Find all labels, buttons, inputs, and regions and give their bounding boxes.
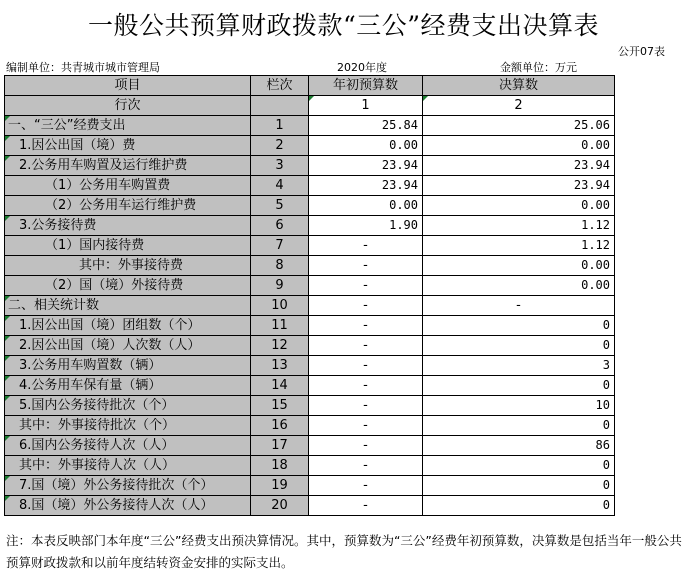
row-item[interactable]: 其中：外事接待批次（个） (5, 416, 251, 436)
row-item[interactable]: 3.公务用车购置数（辆） (5, 356, 251, 376)
table-row (5, 456, 615, 476)
row-final[interactable]: 0.00 (423, 276, 615, 296)
table-row (5, 436, 615, 456)
row-item[interactable]: （1）国内接待费 (5, 236, 251, 256)
row-seq[interactable]: 4 (251, 176, 309, 196)
table-row (5, 136, 615, 156)
table-row (5, 196, 615, 216)
row-final[interactable]: 0.00 (423, 136, 615, 156)
row-budget[interactable]: - (309, 496, 423, 516)
table-row (5, 176, 615, 196)
row-budget[interactable]: - (309, 436, 423, 456)
row-budget[interactable]: - (309, 296, 423, 316)
row-item[interactable]: 一、“三公”经费支出 (5, 116, 251, 136)
row-budget[interactable]: - (309, 256, 423, 276)
table-row (5, 156, 615, 176)
row-item[interactable]: 二、相关统计数 (5, 296, 251, 316)
row-budget[interactable]: - (309, 456, 423, 476)
table-row (5, 356, 615, 376)
row-item[interactable]: 其中：外事接待费 (5, 256, 251, 276)
row-item[interactable]: （2）公务用车运行维护费 (5, 196, 251, 216)
table-row (5, 476, 615, 496)
fiscal-year: 2020年度 (337, 61, 387, 74)
row-seq[interactable]: 15 (251, 396, 309, 416)
table-row (5, 276, 615, 296)
table-row (5, 416, 615, 436)
reporting-unit: 编制单位：共青城市城市管理局 (6, 61, 160, 74)
table-row (5, 116, 615, 136)
row-budget[interactable]: 0.00 (309, 196, 423, 216)
row-budget[interactable]: - (309, 396, 423, 416)
row-item[interactable]: 2.公务用车购置及运行维护费 (5, 156, 251, 176)
row-final[interactable]: 1.12 (423, 236, 615, 256)
row-seq[interactable]: 12 (251, 336, 309, 356)
row-final[interactable]: 0 (423, 416, 615, 436)
row-final[interactable]: - (423, 296, 615, 316)
row-budget[interactable]: 25.84 (309, 116, 423, 136)
row-final[interactable]: 0 (423, 376, 615, 396)
header-final[interactable]: 决算数 (423, 76, 615, 96)
row-seq[interactable]: 6 (251, 216, 309, 236)
column-index-row (5, 96, 615, 116)
row-final[interactable]: 23.94 (423, 176, 615, 196)
row-budget[interactable]: - (309, 376, 423, 396)
row-item[interactable]: 其中：外事接待人次（人） (5, 456, 251, 476)
form-number: 公开07表 (618, 45, 665, 58)
row-final[interactable]: 86 (423, 436, 615, 456)
row-item[interactable]: （1）公务用车购置费 (5, 176, 251, 196)
row-budget[interactable]: 1.90 (309, 216, 423, 236)
header-col2[interactable]: 2 (423, 96, 615, 116)
row-budget[interactable]: - (309, 476, 423, 496)
row-budget[interactable]: 0.00 (309, 136, 423, 156)
table-row (5, 496, 615, 516)
row-final[interactable]: 10 (423, 396, 615, 416)
row-seq[interactable]: 11 (251, 316, 309, 336)
table-row (5, 256, 615, 276)
table-row (5, 396, 615, 416)
header-row-label[interactable]: 行次 (5, 96, 251, 116)
table-row (5, 336, 615, 356)
row-item[interactable]: 5.国内公务接待批次（个） (5, 396, 251, 416)
row-seq[interactable]: 2 (251, 136, 309, 156)
header-item[interactable]: 项目 (5, 76, 251, 96)
table-row (5, 236, 615, 256)
row-final[interactable]: 0 (423, 496, 615, 516)
row-budget[interactable]: - (309, 276, 423, 296)
row-budget[interactable]: - (309, 416, 423, 436)
row-final[interactable]: 25.06 (423, 116, 615, 136)
row-seq[interactable]: 16 (251, 416, 309, 436)
header-budget[interactable]: 年初预算数 (309, 76, 423, 96)
row-seq[interactable]: 10 (251, 296, 309, 316)
row-budget[interactable]: - (309, 356, 423, 376)
row-seq[interactable]: 1 (251, 116, 309, 136)
row-seq[interactable]: 14 (251, 376, 309, 396)
header-seq[interactable]: 栏次 (251, 76, 309, 96)
footnote: 注：本表反映部门本年度“三公”经费支出预决算情况。其中，预算数为“三公”经费年初预算数，决算数是包括当年一般公共预算财政拨款和以前年度结转资金安排的实际支出。 (6, 533, 682, 570)
row-item[interactable]: （2）国（境）外接待费 (5, 276, 251, 296)
row-item[interactable]: 1.因公出国（境）费 (5, 136, 251, 156)
row-seq[interactable]: 3 (251, 156, 309, 176)
header-seq-blank[interactable] (251, 96, 309, 116)
row-final[interactable]: 1.12 (423, 216, 615, 236)
row-seq[interactable]: 5 (251, 196, 309, 216)
row-budget[interactable]: 23.94 (309, 156, 423, 176)
expenditure-table (4, 75, 615, 516)
row-item[interactable]: 4.公务用车保有量（辆） (5, 376, 251, 396)
row-budget[interactable]: - (309, 236, 423, 256)
row-final[interactable]: 0 (423, 336, 615, 356)
row-item[interactable]: 1.因公出国（境）团组数（个） (5, 316, 251, 336)
header-row (5, 76, 615, 96)
row-budget[interactable]: - (309, 316, 423, 336)
row-seq[interactable]: 13 (251, 356, 309, 376)
row-final[interactable]: 0 (423, 456, 615, 476)
row-item[interactable]: 7.国（境）外公务接待批次（个） (5, 476, 251, 496)
row-seq[interactable]: 8 (251, 256, 309, 276)
row-final[interactable]: 0.00 (423, 256, 615, 276)
row-seq[interactable]: 9 (251, 276, 309, 296)
row-final[interactable]: 0.00 (423, 196, 615, 216)
table-row (5, 376, 615, 396)
row-seq[interactable]: 18 (251, 456, 309, 476)
row-seq[interactable]: 7 (251, 236, 309, 256)
row-item[interactable]: 8.国（境）外公务接待人次（人） (5, 496, 251, 516)
row-budget[interactable]: - (309, 336, 423, 356)
row-item[interactable]: 6.国内公务接待人次（人） (5, 436, 251, 456)
row-item[interactable]: 2.因公出国（境）人次数（人） (5, 336, 251, 356)
row-seq[interactable]: 20 (251, 496, 309, 516)
row-item[interactable]: 3.公务接待费 (5, 216, 251, 236)
table-row (5, 316, 615, 336)
table-row (5, 296, 615, 316)
table-title: 一般公共预算财政拨款“三公”经费支出决算表 (87, 11, 600, 40)
row-final[interactable]: 0 (423, 476, 615, 496)
row-budget[interactable]: 23.94 (309, 176, 423, 196)
row-final[interactable]: 23.94 (423, 156, 615, 176)
table-row (5, 216, 615, 236)
row-final[interactable]: 3 (423, 356, 615, 376)
amount-unit: 金额单位：万元 (500, 61, 577, 74)
row-seq[interactable]: 17 (251, 436, 309, 456)
row-final[interactable]: 0 (423, 316, 615, 336)
header-col1[interactable]: 1 (309, 96, 423, 116)
row-seq[interactable]: 19 (251, 476, 309, 496)
